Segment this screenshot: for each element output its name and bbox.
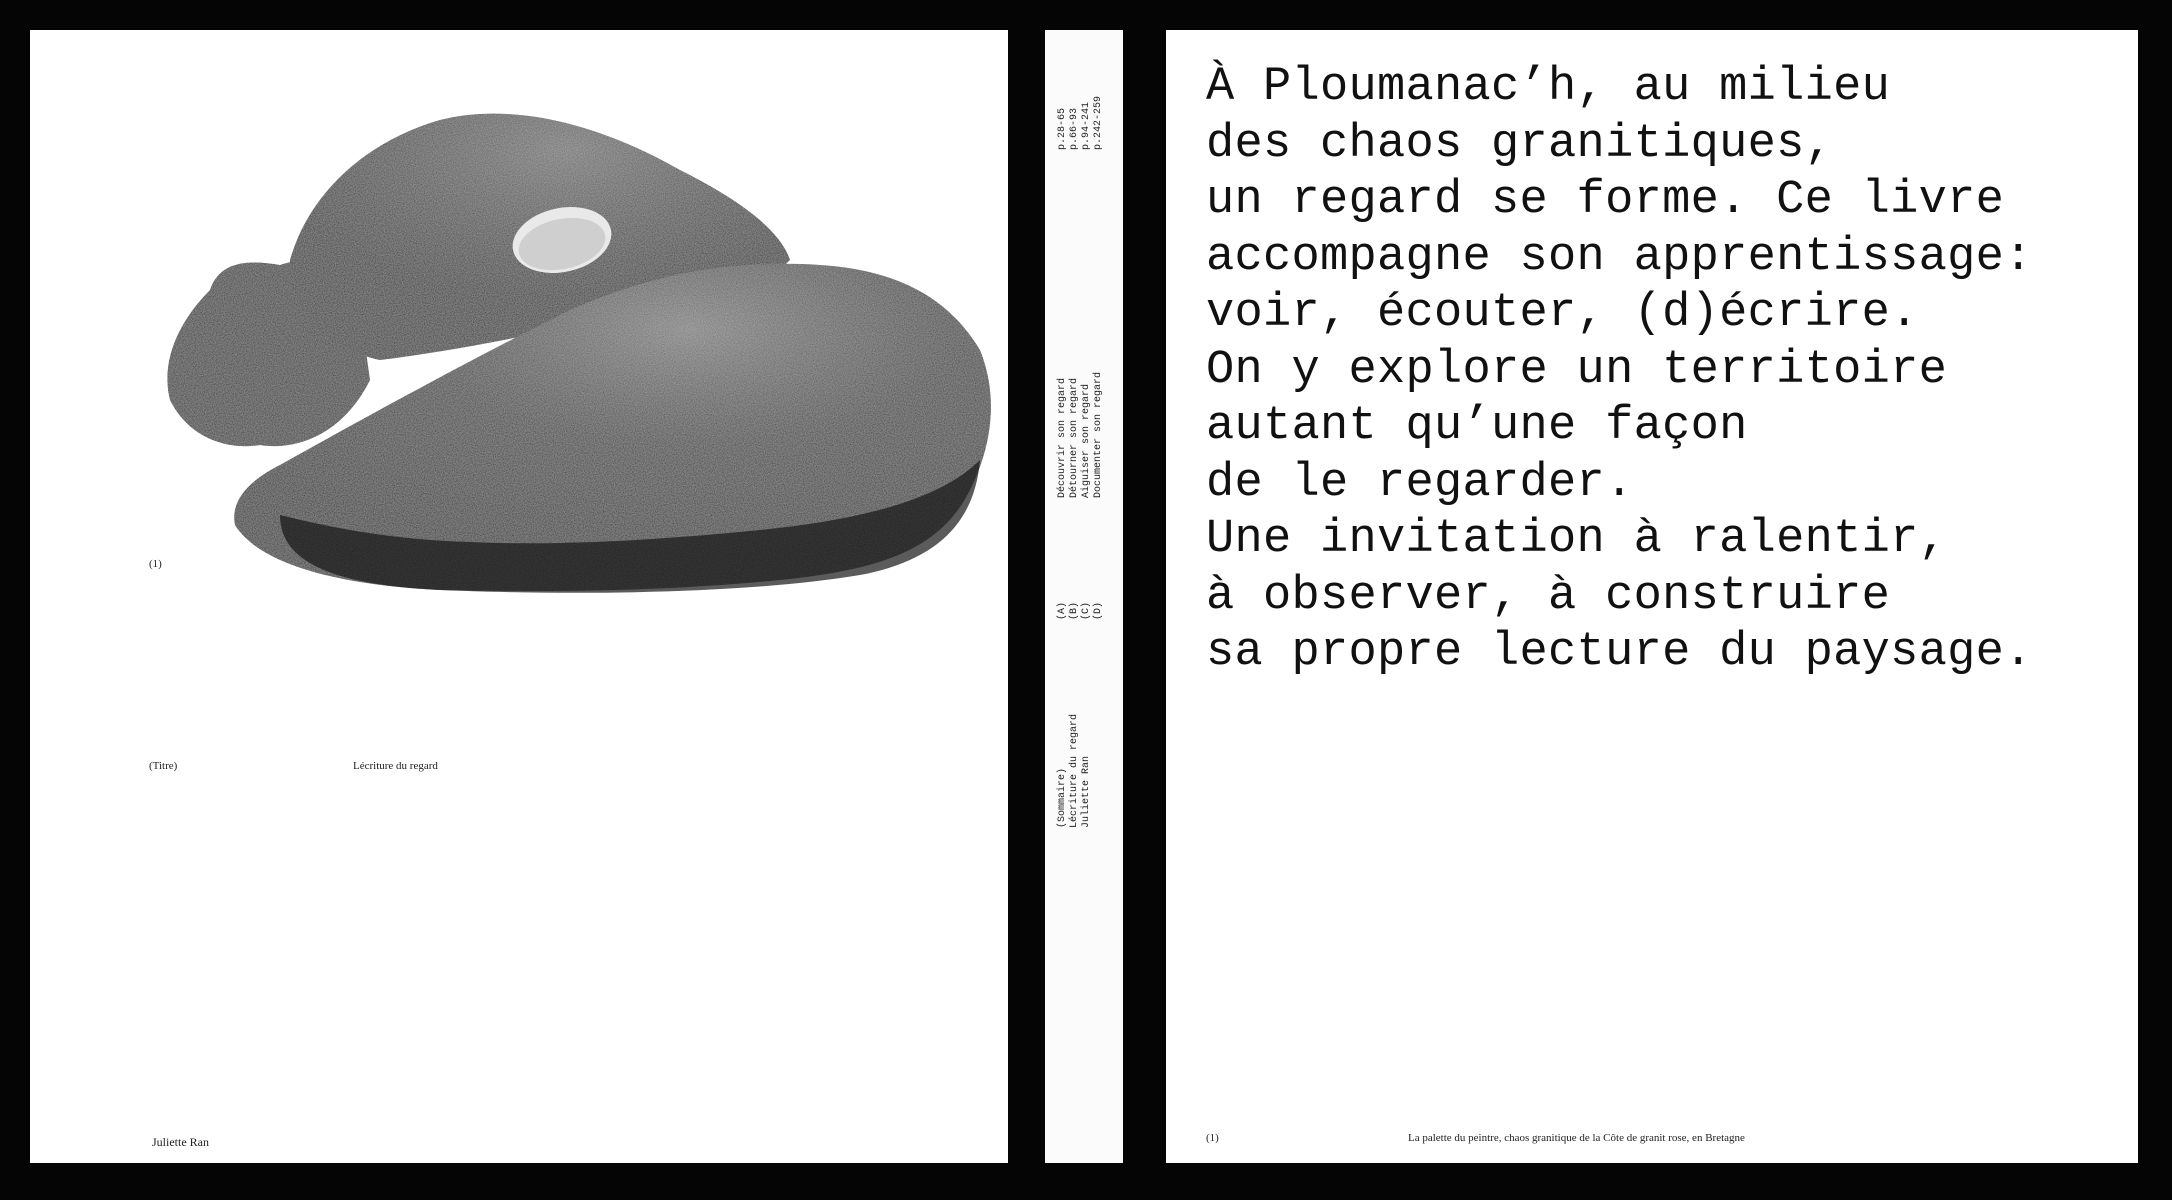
spine-summary-label: (Sommaire)	[1057, 767, 1068, 828]
section-key: (D)	[1093, 601, 1104, 620]
section-pages: p.94-241	[1081, 101, 1092, 150]
section-key: (C)	[1081, 601, 1092, 620]
section-key: (B)	[1069, 601, 1080, 620]
section-title: Découvrir son regard	[1057, 377, 1068, 498]
section-title: Documenter son regard	[1093, 371, 1104, 498]
section-title: Aiguiser son regard	[1081, 383, 1092, 498]
title-label: (Titre)	[149, 760, 178, 772]
blurb-line: autant qu’une façon	[1206, 400, 1748, 453]
spine-author: Juliette Ran	[1081, 755, 1092, 828]
author-name: Juliette Ran	[152, 1135, 209, 1149]
section-key: (A)	[1057, 601, 1068, 620]
blurb-line: À Ploumanac’h, au milieu	[1206, 61, 1891, 114]
blurb-line: de le regarder.	[1206, 456, 1634, 510]
figure-number: (1)	[149, 558, 162, 570]
blurb-line: On y explore un territoire	[1206, 343, 1948, 397]
section-pages: p.242-259	[1093, 95, 1104, 150]
blurb-line: des chaos granitiques,	[1206, 117, 1834, 171]
back-cover	[1166, 30, 2138, 1163]
blurb-line: Une invitation à ralentir,	[1206, 513, 1948, 566]
blurb-line: voir, écouter, (d)écrire.	[1206, 287, 1919, 340]
caption-number: (1)	[1206, 1132, 1219, 1144]
spine-title: Lécriture du regard	[1069, 713, 1080, 828]
photo-caption: La palette du peintre, chaos granitique de la Côte de granit rose, en Bretagne	[1408, 1132, 1745, 1144]
book-title: Lécriture du regard	[353, 760, 438, 772]
section-pages: p.28-65	[1057, 107, 1068, 150]
spine-section-titles	[1057, 348, 1105, 498]
blurb-line: sa propre lecture du paysage.	[1206, 626, 2033, 679]
spine-section-keys	[1057, 540, 1105, 620]
section-pages: p.66-93	[1069, 107, 1080, 150]
section-title: Détourner son regard	[1069, 377, 1080, 498]
granite-rock-photo	[140, 60, 1020, 600]
blurb-line: accompagne son apprentissage:	[1206, 230, 2033, 284]
blurb-line: à observer, à construire	[1206, 569, 1891, 623]
spine-section-pages	[1057, 52, 1105, 150]
book-spine	[1045, 30, 1123, 1163]
blurb-line: un regard se forme. Ce livre	[1206, 174, 2005, 227]
back-blurb	[1206, 60, 2033, 682]
spine-header	[1057, 708, 1093, 828]
front-cover	[30, 30, 1008, 1163]
